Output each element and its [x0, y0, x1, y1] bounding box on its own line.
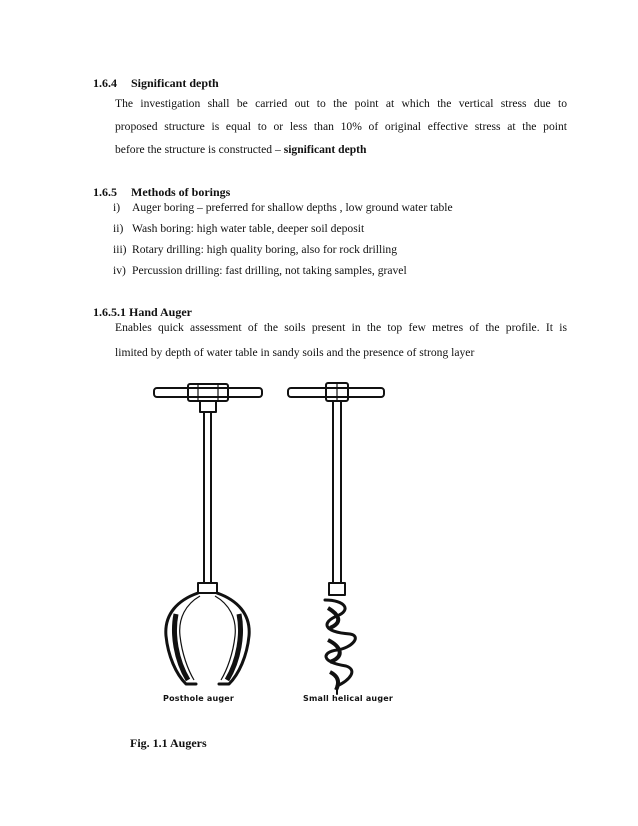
list-item: [113, 201, 453, 214]
list-marker: iv): [113, 264, 126, 277]
section-heading-hand-auger: 1.6.5.1 Hand Auger: [93, 305, 193, 319]
helical-auger-label: Small helical auger: [303, 694, 394, 703]
list-item: [113, 243, 397, 256]
paragraph-last-line: [115, 139, 366, 162]
section-number: 1.6.4: [93, 76, 117, 90]
posthole-auger-label: Posthole auger: [163, 694, 235, 703]
section-number: 1.6.5: [93, 185, 117, 199]
list-marker: iii): [113, 243, 127, 256]
list-marker: i): [113, 201, 121, 214]
list-item-text: Rotary drilling: high quality boring, also for rock drilling: [132, 243, 398, 256]
list-item-text: Percussion drilling: fast drilling, not taking samples, gravel: [132, 264, 407, 277]
emphasized-term: significant depth: [283, 143, 367, 156]
section-heading-significant-depth: [93, 76, 219, 91]
section-heading-methods-of-borings: [93, 185, 230, 200]
paragraph-line: proposed structure is equal to or less than 10% of original effective stress at the point: [115, 120, 567, 133]
helical-auger-drawing: [288, 383, 384, 694]
list-item: [113, 222, 364, 235]
augers-figure: [140, 378, 440, 698]
paragraph-line: limited by depth of water table in sandy soils and the presence of strong layer: [115, 346, 475, 359]
paragraph-line: The investigation shall be carried out to the point at which the vertical stress due to: [115, 97, 567, 110]
section-title: Significant depth: [131, 76, 219, 90]
posthole-auger-drawing: [154, 384, 262, 684]
paragraph-text: before the structure is constructed –: [115, 143, 284, 156]
section-title: Methods of borings: [131, 185, 231, 199]
figure-caption: Fig. 1.1 Augers: [130, 736, 207, 750]
list-marker: ii): [113, 222, 124, 235]
paragraph-line: Enables quick assessment of the soils present in the top few metres of the profile. It is: [115, 321, 567, 334]
list-item-text: Wash boring: high water table, deeper soil deposit: [132, 222, 365, 235]
list-item: [113, 264, 407, 277]
list-item-text: Auger boring – preferred for shallow depths , low ground water table: [132, 201, 453, 214]
